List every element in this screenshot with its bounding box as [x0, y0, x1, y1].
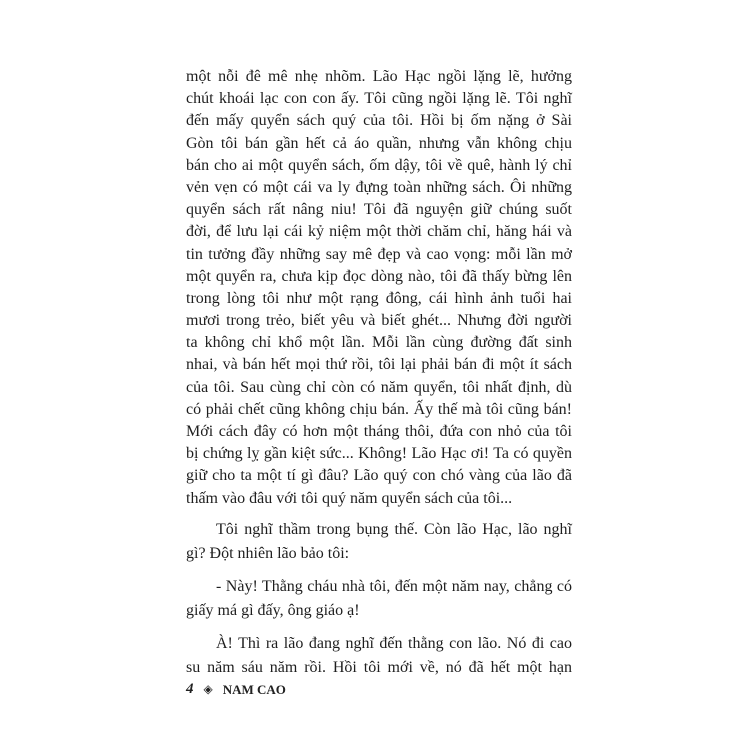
paragraph-3 [186, 575, 572, 624]
text-line: giấy má gì đấy, ông giáo ạ! [186, 602, 360, 620]
page-footer [186, 681, 286, 698]
text-line: một quyển ra, chưa kịp đọc dòng nào, tôi đã thấy bừng lên [186, 267, 572, 285]
text-line: Gòn tôi bán gần hết cả áo quần, nhưng vẫn không chịu [186, 134, 572, 152]
paragraph-4 [186, 632, 572, 681]
author-name: NAM CAO [222, 681, 286, 697]
text-line: đời, để lưu lại cái kỷ niệm một thời chăm chỉ, hăng hái và [186, 223, 572, 241]
text-line: tin tưởng đầy những say mê đẹp và cao vọng: mỗi lần mở [186, 245, 572, 263]
text-line: của tôi. Sau cùng chỉ còn có năm quyển, tôi nhất định, dù [186, 378, 572, 396]
text-line: nhai, và bán hết mọi thứ rồi, tôi lại phải bán đi một ít sách [186, 356, 572, 374]
text-line: Mới cách đây có hơn một tháng thôi, đứa con nhỏ của tôi [186, 423, 572, 440]
text-line: Tôi nghĩ thầm trong bụng thế. Còn lão Hạc, lão nghĩ [216, 520, 572, 538]
text-line: su năm sáu năm rồi. Hồi tôi mới về, nó đã hết một hạn [186, 659, 572, 677]
text-line: trong lòng tôi như một rạng đông, cái hình ảnh tuổi hai [186, 289, 572, 307]
book-page-text [186, 66, 572, 689]
text-line: giữ cho ta một tí gì đâu? Lão quý con chó vàng của lão đã [186, 467, 572, 485]
text-line: gì? Đột nhiên lão bảo tôi: [186, 545, 350, 563]
text-line: vẻn vẹn có một cái va ly đựng toàn những sách. Ôi những [186, 178, 572, 196]
text-line: bị chứng lỵ gần kiệt sức... Không! Lão Hạc ơi! Ta có quyền [186, 445, 572, 463]
text-line: À! Thì ra lão đang nghĩ đến thằng con lão. Nó đi cao [216, 634, 572, 652]
ornament-icon: ◈ [203, 682, 213, 696]
paragraph-2 [186, 518, 572, 567]
text-line: có phải chết cũng không chịu bán. Ấy thế mà tôi cũng bán! [186, 400, 572, 418]
text-line: thấm vào đâu với tôi quý năm quyển sách của tôi... [186, 489, 513, 507]
text-line: - Này! Thằng cháu nhà tôi, đến một năm nay, chẳng có [216, 577, 572, 595]
paragraph-1 [186, 66, 572, 510]
text-line: quyển sách rất nâng niu! Tôi đã nguyện giữ chúng suốt [186, 201, 572, 219]
page-number: 4 [186, 681, 194, 697]
text-line: đến mấy quyển sách quý của tôi. Hồi bị ốm nặng ở Sài [186, 112, 572, 130]
text-line: bán cho ai một quyển sách, ốm dậy, tôi về quê, hành lý chỉ [186, 156, 572, 174]
text-line: ta không chỉ khổ một lần. Mỗi lần cùng đường đất sinh [186, 334, 572, 352]
text-line: một nỗi đê mê nhẹ nhõm. Lão Hạc ngồi lặng lẽ, hưởng [186, 68, 572, 85]
text-line: mươi trong trẻo, biết yêu và biết ghét... Nhưng đời người [186, 312, 572, 330]
text-line: chút khoái lạc con con ấy. Tôi cũng ngồi lặng lẽ. Tôi nghĩ [186, 90, 572, 108]
